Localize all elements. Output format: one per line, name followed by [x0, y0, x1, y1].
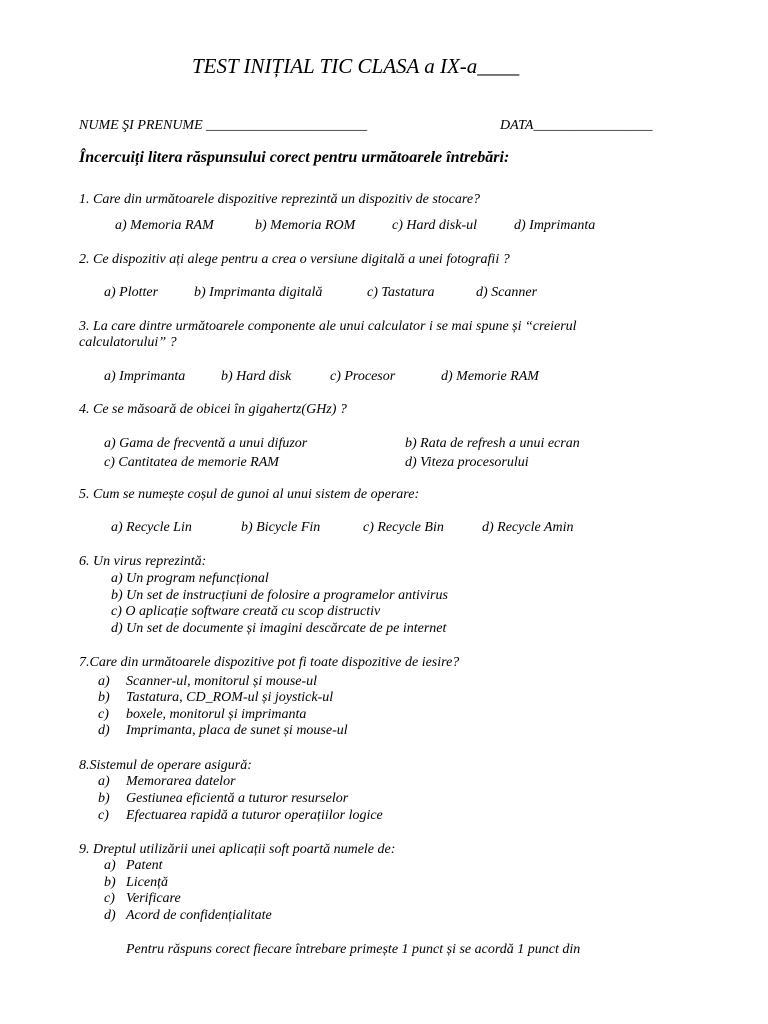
q7-letter-d: d): [98, 723, 110, 738]
q5-option-c: c) Recycle Bin: [363, 520, 444, 535]
q7-letter-c: c): [98, 707, 109, 722]
q9-letter-c: c): [104, 891, 115, 906]
question-9: 9. Dreptul utilizării unei aplicații soft poartă numele de:: [79, 842, 396, 857]
q8-option-a: Memorarea datelor: [126, 774, 236, 789]
page-title: TEST INIȚIAL TIC CLASA a IX-a____: [192, 54, 520, 78]
q5-option-b: b) Bicycle Fin: [241, 520, 321, 535]
q4-option-c: c) Cantitatea de memorie RAM: [104, 455, 279, 470]
question-7: 7.Care din următoarele dispozitive pot fi toate dispozitive de iesire?: [79, 655, 460, 670]
q9-option-b: Licență: [126, 875, 168, 890]
question-6: 6. Un virus reprezintă:: [79, 554, 207, 569]
q4-option-d: d) Viteza procesorului: [405, 455, 529, 470]
q2-option-a: a) Plotter: [104, 285, 159, 300]
q4-option-b: b) Rata de refresh a unui ecran: [405, 436, 580, 451]
q8-option-c: Efectuarea rapidă a tuturor operațiilor logice: [126, 808, 383, 823]
question-4: 4. Ce se măsoară de obicei în gigahertz(GHz) ?: [79, 402, 347, 417]
q3-option-d: d) Memorie RAM: [441, 369, 539, 384]
q8-letter-c: c): [98, 808, 109, 823]
q1-option-b: b) Memoria ROM: [255, 218, 356, 233]
q6-option-c: c) O aplicație software creată cu scop distructiv: [111, 604, 381, 619]
q7-option-b: Tastatura, CD_ROM-ul și joystick-ul: [126, 690, 334, 705]
q9-letter-b: b): [104, 875, 116, 890]
name-field-label: NUME ŞI PRENUME _______________________: [79, 118, 368, 133]
q9-option-c: Verificare: [126, 891, 181, 906]
q5-option-d: d) Recycle Amin: [482, 520, 574, 535]
q9-letter-a: a): [104, 858, 116, 873]
q7-option-a: Scanner-ul, monitorul și mouse-ul: [126, 674, 318, 689]
q1-option-a: a) Memoria RAM: [115, 218, 214, 233]
q7-letter-a: a): [98, 674, 110, 689]
q3-option-a: a) Imprimanta: [104, 369, 186, 384]
instructions: Încercuiți litera răspunsului corect pentru următoarele întrebări:: [79, 149, 510, 166]
q6-option-a: a) Un program nefuncțional: [111, 571, 269, 586]
question-5: 5. Cum se numește coșul de gunoi al unui sistem de operare:: [79, 487, 420, 502]
question-1: 1. Care din următoarele dispozitive reprezintă un dispozitiv de stocare?: [79, 192, 481, 207]
q2-option-d: d) Scanner: [476, 285, 538, 300]
q2-option-b: b) Imprimanta digitală: [194, 285, 323, 300]
question-3-line2: calculatorului” ?: [79, 335, 177, 350]
question-2: 2. Ce dispozitiv ați alege pentru a crea o versiune digitală a unei fotografii ?: [79, 252, 510, 267]
q1-option-d: d) Imprimanta: [514, 218, 596, 233]
q8-letter-a: a): [98, 774, 110, 789]
q6-option-b: b) Un set de instrucțiuni de folosire a programelor antivirus: [111, 588, 448, 603]
q4-option-a: a) Gama de frecventă a unui difuzor: [104, 436, 308, 451]
q9-letter-d: d): [104, 908, 116, 923]
question-3: 3. La care dintre următoarele componente ale unui calculator i se mai spune și “creierul: [79, 319, 577, 334]
q7-option-d: Imprimanta, placa de sunet și mouse-ul: [126, 723, 348, 738]
q5-option-a: a) Recycle Lin: [111, 520, 192, 535]
scoring-note: Pentru răspuns corect fiecare întrebare primește 1 punct și se acordă 1 punct din: [126, 942, 581, 957]
question-8: 8.Sistemul de operare asigură:: [79, 758, 252, 773]
q1-option-c: c) Hard disk-ul: [392, 218, 478, 233]
q8-option-b: Gestiunea eficientă a tuturor resurselor: [126, 791, 349, 806]
q3-option-c: c) Procesor: [330, 369, 396, 384]
q7-option-c: boxele, monitorul și imprimanta: [126, 707, 307, 722]
q9-option-a: Patent: [126, 858, 163, 873]
q2-option-c: c) Tastatura: [367, 285, 435, 300]
date-field-label: DATA_________________: [500, 118, 653, 133]
q9-option-d: Acord de confidențialitate: [126, 908, 272, 923]
q8-letter-b: b): [98, 791, 110, 806]
q3-option-b: b) Hard disk: [221, 369, 292, 384]
q6-option-d: d) Un set de documente și imagini descărcate de pe internet: [111, 621, 447, 636]
q7-letter-b: b): [98, 690, 110, 705]
